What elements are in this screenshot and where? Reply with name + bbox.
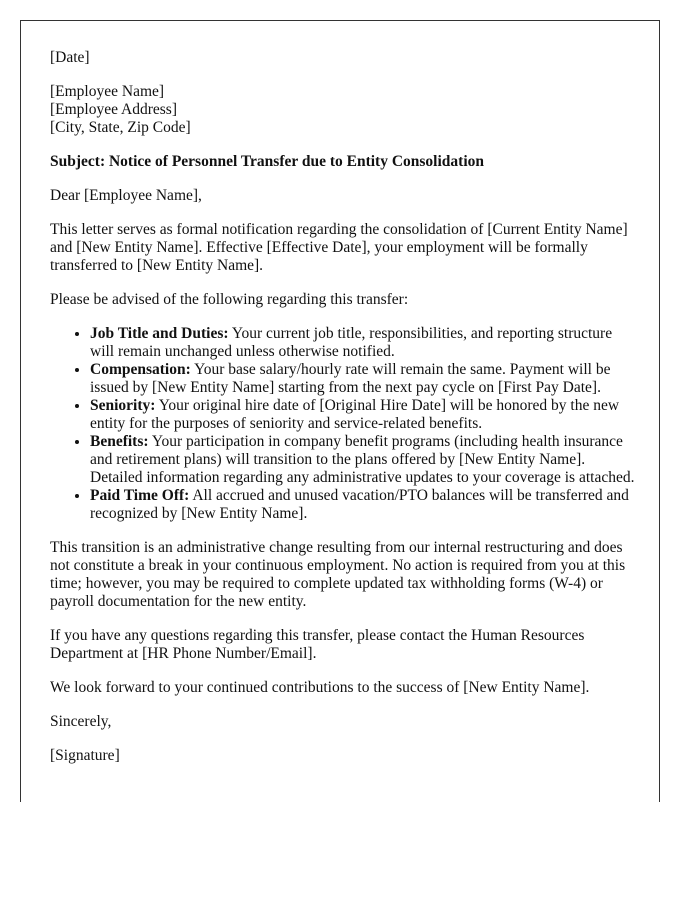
salutation: Dear [Employee Name], xyxy=(50,187,202,204)
closing-paragraph: We look forward to your continued contributions to the success of [New Entity Name]. xyxy=(50,679,590,696)
item-text: All accrued and unused vacation/PTO balances will be transferred and recognized by [New Entity Name]. xyxy=(90,487,629,522)
item-text: Your current job title, responsibilities, and reporting structure will remain unchanged unless otherwise notified. xyxy=(90,325,613,360)
transition-paragraph: This transition is an administrative change resulting from our internal restructuring and does not constitute a break in your continuous employment. No action is required from you at this time; however, you may be required to complete updated tax withholding forms (W-4) or payroll documentation for the new entity. xyxy=(50,539,626,610)
item-text: Your participation in company benefit programs (including health insurance and retirement plans) will transition to the plans offered by [New Entity Name]. Detailed information regarding any administrative updates to your coverage is attached. xyxy=(90,433,635,486)
list-intro: Please be advised of the following regarding this transfer: xyxy=(50,291,409,308)
item-label: Seniority: xyxy=(90,397,156,414)
intro-paragraph: This letter serves as formal notification regarding the consolidation of [Current Entity Name] and [New Entity Name]. Effective [Effective Date], your employment will be formally transferred to [New Entity Name]. xyxy=(50,221,628,274)
letter-date: [Date] xyxy=(50,49,90,66)
item-label: Paid Time Off: xyxy=(90,487,190,504)
list-item-benefits xyxy=(90,433,640,487)
recipient-city-state-zip: [City, State, Zip Code] xyxy=(50,119,191,136)
item-text: Your base salary/hourly rate will remain the same. Payment will be issued by [New Entity Name] starting from the next pay cycle on [First Pay Date]. xyxy=(90,361,611,396)
recipient-address: [Employee Address] xyxy=(50,101,177,118)
letter-body xyxy=(50,49,640,781)
list-item-compensation xyxy=(90,361,640,397)
item-text: Your original hire date of [Original Hire Date] will be honored by the new entity for the purposes of seniority and service-related benefits. xyxy=(90,397,620,432)
list-item-job-title xyxy=(90,325,640,361)
contact-paragraph: If you have any questions regarding this transfer, please contact the Human Resources Department at [HR Phone Number/Email]. xyxy=(50,627,585,662)
transfer-terms-list xyxy=(50,325,640,523)
item-label: Benefits: xyxy=(90,433,149,450)
recipient-name: [Employee Name] xyxy=(50,83,165,100)
letter-page xyxy=(20,20,660,802)
signature: [Signature] xyxy=(50,747,120,764)
subject-line: Subject: Notice of Personnel Transfer due to Entity Consolidation xyxy=(50,153,484,170)
list-item-paid-time-off xyxy=(90,487,640,523)
item-label: Job Title and Duties: xyxy=(90,325,229,342)
list-item-seniority xyxy=(90,397,640,433)
sign-off: Sincerely, xyxy=(50,713,112,730)
recipient-block xyxy=(50,83,640,137)
item-label: Compensation: xyxy=(90,361,191,378)
